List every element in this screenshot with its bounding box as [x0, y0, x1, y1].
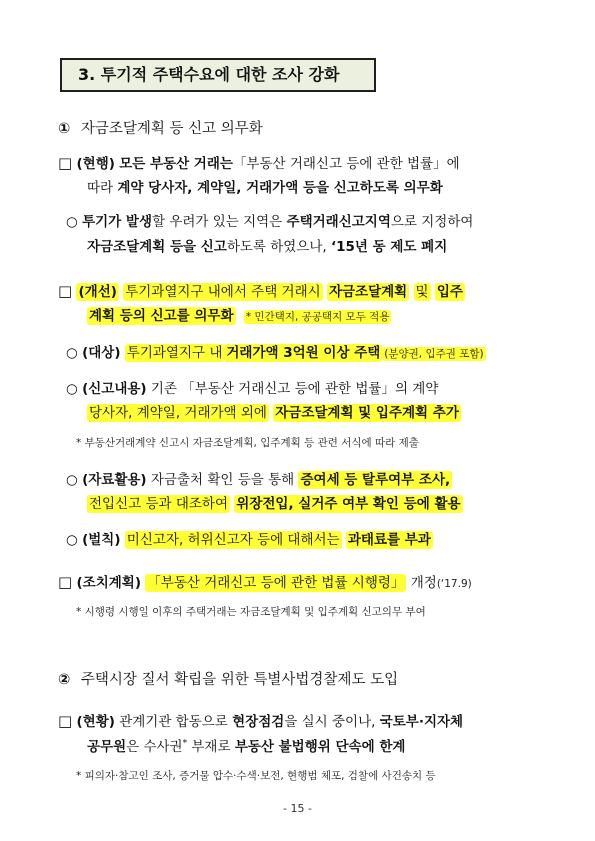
text-highlight: 당사자, 계약일, 거래가액 외에 — [89, 405, 267, 421]
text: 할 우려가 있는 지역은 — [151, 214, 283, 230]
reform-item-line2 — [87, 304, 391, 324]
item-label: (신고내용) — [82, 381, 147, 397]
text: 개정 — [410, 575, 437, 591]
circle-bullet-icon: ○ — [66, 532, 78, 548]
section-title: 3. 투기적 주택수요에 대한 조사 강화 — [78, 65, 340, 84]
text-bold: 부동산 불법행위 단속에 한계 — [234, 739, 406, 755]
text-bold: 현장점검 — [232, 714, 285, 730]
text: 「부동산 거래신고 등에 관한 법률」에 — [232, 156, 460, 172]
item-label: (개선) — [78, 284, 117, 300]
text-bold-highlight: 위장전입, 실거주 여부 확인 등에 활용 — [236, 496, 461, 512]
content-bullet — [66, 377, 438, 397]
item-label: (자료활용) — [82, 472, 147, 488]
reform-item — [58, 280, 465, 300]
circle-bullet-icon: ○ — [66, 381, 78, 397]
text: 은 수사권 — [126, 739, 183, 755]
text: 부재로 — [191, 739, 231, 755]
text-bold: ‘15년 동 제도 폐지 — [330, 239, 448, 255]
text-highlight: 투기과열지구 내에서 주택 거래시 — [125, 284, 321, 300]
text-bold-highlight: 자금조달계획 — [328, 284, 408, 300]
text-bold-highlight: 증여세 등 탈루여부 조사, — [300, 472, 451, 488]
current-status-line2 — [87, 176, 443, 196]
target-bullet — [66, 341, 486, 361]
subsection-title: 자금조달계획 등 신고 의무화 — [80, 121, 263, 137]
text-bold-highlight: 과태료를 부과 — [347, 532, 431, 548]
text-bold: 자금조달계획 등을 신고 — [87, 239, 227, 255]
square-bullet-icon: □ — [58, 154, 73, 172]
text-highlight: 「부동산 거래신고 등에 관한 법률 시행령」 — [147, 575, 405, 591]
content-bullet-line2 — [87, 401, 461, 421]
circle-bullet-icon: ○ — [66, 472, 78, 488]
item-label: (현행) — [76, 156, 115, 172]
text-bold: 모든 부동산 거래는 — [119, 156, 233, 172]
circle-bullet-icon: ○ — [66, 214, 78, 230]
history-bullet — [66, 210, 473, 230]
text-highlight: 전입신고 등과 대조하여 — [89, 496, 228, 512]
text-bold: 계약 당사자, 계약일, 거래가액 등을 신고하도록 의무화 — [117, 180, 443, 196]
plan-item — [58, 571, 472, 591]
history-bullet-line2 — [87, 235, 447, 255]
text-bold-highlight: 입주 — [436, 284, 463, 300]
current-status-item — [58, 152, 460, 172]
text-bold: 투기가 발생 — [82, 214, 152, 230]
subsection-heading-1 — [58, 117, 263, 138]
text: 따라 — [87, 180, 114, 196]
subsection-number: ② — [58, 672, 71, 688]
section-title-box — [60, 58, 376, 92]
text-bold-highlight: 거래가액 3억원 이상 주택 — [226, 345, 381, 361]
status-item-line2 — [87, 735, 405, 755]
text-bold: 공무원 — [87, 739, 127, 755]
item-label: (조치계획) — [76, 575, 141, 591]
text-bold: 주택거래신고지역 — [286, 214, 391, 230]
text-highlight: 미신고자, 허위신고자 등에 대해서는 — [126, 532, 340, 548]
note: (‘17.9) — [436, 578, 472, 590]
square-bullet-icon: □ — [58, 282, 73, 300]
text: 기존 「부동산 거래신고 등에 관한 법률」의 계약 — [150, 381, 439, 397]
plan-footnote: * 시행령 시행일 이후의 주택거래는 자금조달계획 및 입주계획 신고의무 부여 — [76, 606, 426, 618]
text-bold-highlight: 계획 등의 신고를 의무화 — [89, 308, 234, 324]
subsection-title: 주택시장 질서 확립을 위한 특별사법경찰제도 도입 — [80, 672, 399, 688]
footnote-marker: * — [182, 738, 188, 749]
content-footnote: * 부동산거래계약 신고시 자금조달계획, 입주계획 등 관련 서식에 따라 제출 — [76, 437, 419, 449]
text: 관계기관 합동으로 — [119, 714, 228, 730]
square-bullet-icon: □ — [58, 712, 73, 730]
status-item — [58, 710, 463, 730]
usage-bullet — [66, 468, 452, 488]
text-highlight: 및 — [415, 284, 429, 300]
subsection-heading-2 — [58, 668, 398, 689]
text: 을 실시 중이나, — [284, 714, 376, 730]
subsection-number: ① — [58, 121, 71, 137]
text: 으로 지정하여 — [390, 214, 474, 230]
page-number: - 15 - — [283, 802, 312, 815]
item-label: (현황) — [76, 714, 115, 730]
text-bold-highlight: 자금조달계획 및 입주계획 추가 — [275, 405, 459, 421]
item-label: (벌칙) — [82, 532, 121, 548]
penalty-bullet — [66, 528, 433, 548]
text: 하도록 하였으나, — [226, 239, 327, 255]
text-bold: 국토부·지자체 — [379, 714, 464, 730]
status-footnote: * 피의자·참고인 조사, 증거물 압수·수색·보전, 현행범 체포, 검찰에 사건송치 등 — [76, 770, 436, 782]
circle-bullet-icon: ○ — [66, 345, 78, 361]
note-highlight: (분양권, 입주권 포함) — [384, 348, 484, 360]
square-bullet-icon: □ — [58, 573, 73, 591]
usage-bullet-line2 — [87, 492, 463, 512]
note-highlight: * 민간택지, 공공택지 모두 적용 — [245, 311, 390, 323]
text-highlight: 투기과열지구 내 — [126, 345, 223, 361]
item-label: (대상) — [82, 345, 121, 361]
text: 자금출처 확인 등을 통해 — [150, 472, 295, 488]
